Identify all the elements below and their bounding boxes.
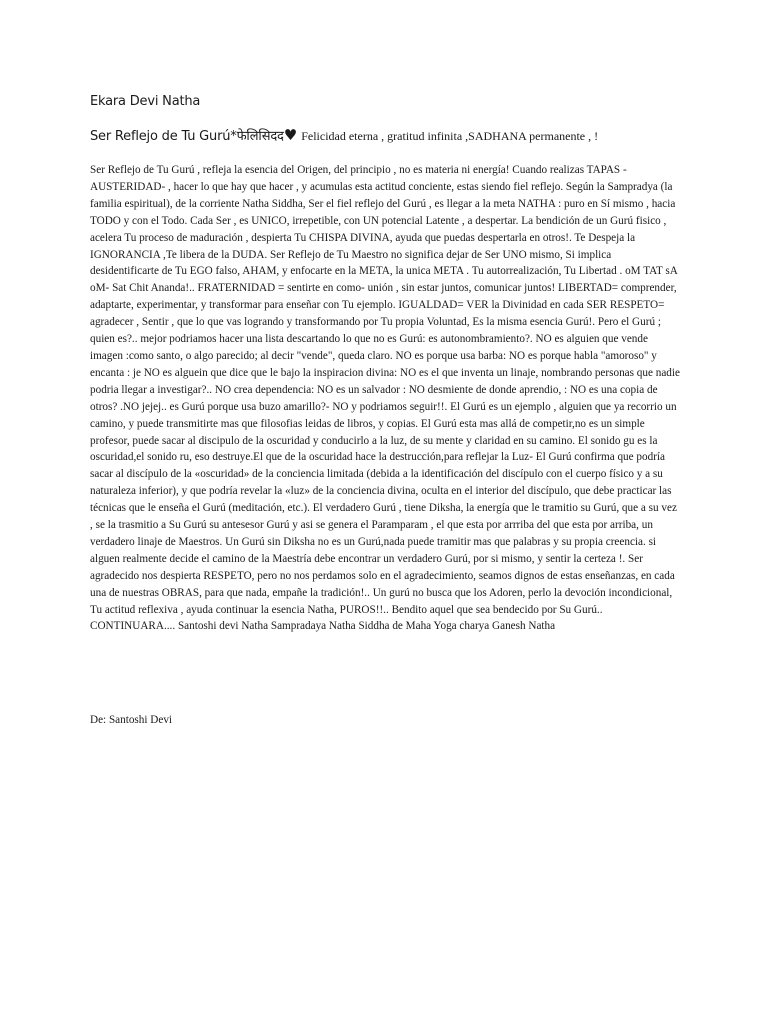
article-body: Ser Reflejo de Tu Gurú , refleja la esencia del Origen, del principio , no es materia ni energía! Cuando realizas TAPAS - AUSTERIDAD- , hacer lo que hay que hacer , y acumulas esta actitud conciente, estas siendo fiel reflejo. Según la Sampradya (la familia espiritual), de la corriente Natha Siddha, Ser el fiel reflejo del Gurú , es llegar a la meta NATHA : puro en Sí mismo , hacia TODO y con el Todo. Cada Ser , es UNICO, irrepetible, con UN potencial Latente , a despertar. La bendición de un Gurú fisico , acelera Tu proceso de maduración , despierta Tu CHISPA DIVINA, ayuda que puedas despertarla en otros!. Te Despeja la IGNORANCIA ,Te libera de la DUDA. Ser Reflejo de Tu Maestro no significa dejar de Ser UNO mismo, Si implica desidentificarte de Tu EGO falso, AHAM, y enfocarte en la META, la unica META . Tu autorrealización, Tu Libertad . oM TAT sA oM- Sat Chit Ananda!.. FRATERNIDAD = sentirte en como- unión , sin estar juntos, comunicar juntos! LIBERTAD= comprender, adaptarte, experimentar, y transformar para enseñar con Tu ejemplo. IGUALDAD= VER la Divinidad en cada SER RESPETO= agradecer , Sentir , que lo que vas logrando y transformando por Tu propia Voluntad, Es la misma esencia Gurú!. Pero el Gurú ; quien es?.. mejor podriamos hacer una lista descartando lo que no es Gurú: es autonombramiento?. NO es alguien que vende imagen :como santo, o algo parecido; al decir "vende", queda claro. NO es porque usa barba: NO es porque habla "amoroso" y encanta : je NO es alguein que dice que le bajo la inspiracion divina: NO es el que inventa un linaje, nombrando personas que nadie podria llegar a investigar?.. NO crea dependencia: NO es un salvador : NO desmiente de donde aprendio, : NO es una copia de otros? .NO jejej.. es Gurú porque usa buzo amarillo?- NO y podriamos seguir!!. El Gurú es un ejemplo , alguien que ya recorrio un camino, y puede transmitirte mas que filosofias leidas de libros, y copias. El Gurú esta mas allá de competir,no es un simple profesor, puede sacar al discipulo de la oscuridad y conducirlo a la luz, de su mente y claridad en su camino. El sonido gu es la oscuridad,el sonido ru, eso destruye.El que de la oscuridad hace la destrucción,para reflejar la Luz- El Gurú confirma que podría sacar al discípulo de la «oscuridad» de la conciencia limitada (debida a la identificación del discípulo con el cuerpo físico y a su naturaleza inferior), y que podría revelar la «luz» de la conciencia divina, oculta en el interior del discípulo, que debe practicar las técnicas que le enseña el Gurú (meditación, etc.). El verdadero Gurú , tiene Diksha, la energía que le tramitio su Gurú, que a su vez , se la trasmitio a Su Gurú su antesesor Gurú y asi se genera el Paramparam , el que esta por arrriba del que esta por arriba, un verdadero linaje de Maestros. Un Gurú sin Diksha no es un Gurú,nada puede tramitir mas que palabras y su propia creencia. si alguen realmente decide el camino de la Maestría debe encontrar un verdadero Gurú, por si mismo, y sentir la certeza !. Ser agradecido nos despierta RESPETO, pero no nos perdamos solo en el agradecimiento, seamos dignos de estas enseñanzas, en cada una de nuestras OBRAS, para que nada, empañe la tradición!.. Un gurú no busca que los Adoren, perlo la devoción incondicional, Tu actitud reflexiva , ayuda continuar la esencia Natha, PUROS!!.. Bendito aquel que sea bendecido por Su Gurú.. CONTINUARA.... Santoshi devi Natha Sampradaya Natha Siddha de Maha Yoga charya Ganesh Natha	[90, 164, 680, 633]
article-tagline: Felicidad eterna , gratitud infinita ,SADHANA permanente , !	[301, 129, 599, 143]
author-name: Ekara Devi Natha	[90, 94, 201, 109]
article-title: Ser Reflejo de Tu Gurú*फेलिसिदद	[90, 129, 284, 144]
heart-icon: ♥	[283, 126, 298, 144]
signature: De: Santoshi Devi	[90, 714, 173, 726]
article-heading	[90, 126, 690, 145]
